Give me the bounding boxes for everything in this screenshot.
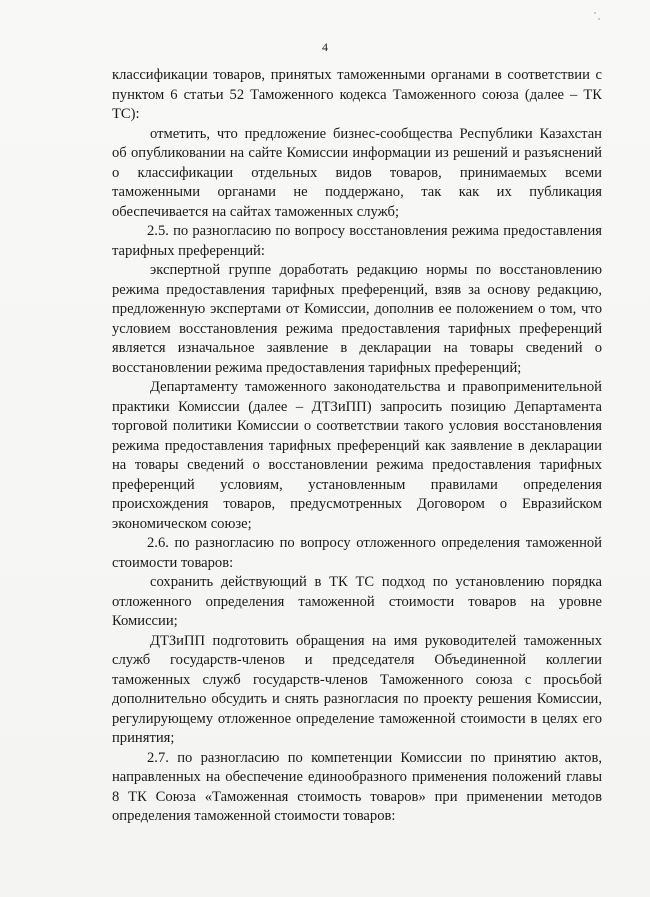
paragraph: ДТЗиПП подготовить обращения на имя руководителей таможенных служб государств-членов и председателя Объединенной коллегии таможенных служб государств-членов Таможенного союза с просьбой дополнительно обсудить и снять разногласия по проекту решения Комиссии, регулирующему отложенное определение таможенной стоимости в целях его принятия; (112, 632, 602, 746)
paragraph: Департаменту таможенного законодательства и правоприменительной практики Комиссии (далее – ДТЗиПП) запросить позицию Департамента торговой политики Комиссии о соответствии такого условия восстановления режима предоставления тарифных преференций как заявление в декларации на товары сведений о восстановлении режима предоставления тарифных преференций условиям, установленным правилами определения происхождения товаров, предусмотренных Договором о Евразийском экономическом союзе; (112, 379, 602, 532)
paragraph: 2.6. по разногласию по вопросу отложенного определения таможенной стоимости товаров: (112, 535, 602, 571)
paragraph: классификации товаров, принятых таможенными органами в соответствии с пунктом 6 статьи 52 Таможенного кодекса Таможенного союза (далее – ТК ТС): (112, 67, 602, 122)
paragraph: 2.7. по разногласию по компетенции Комиссии по принятию актов, направленных на обеспечение единообразного применения положений главы 8 ТК Союза «Таможенная стоимость товаров» при применении методов определения таможенной стоимости товаров: (112, 749, 602, 824)
scan-speck (598, 18, 600, 20)
scan-speck (594, 12, 596, 14)
paragraph: сохранить действующий в ТК ТС подход по установлению порядка отложенного определения таможенной стоимости товаров на уровне Комиссии; (112, 574, 602, 629)
paragraph: 2.5. по разногласию по вопросу восстановления режима предоставления тарифных преференций: (112, 223, 602, 259)
paragraph: отметить, что предложение бизнес-сообщества Республики Казахстан об опубликовании на сайте Комиссии информации из решений и разъяснений о классификации отдельных видов товаров, принимаемых всеми таможенными органами не поддержано, так как их публикация обеспечивается на сайтах таможенных служб; (112, 125, 602, 220)
paragraph: экспертной группе доработать редакцию нормы по восстановлению режима предоставления тарифных преференций, взяв за основу редакцию, предложенную экспертами от Комиссии, дополнив ее положением о том, что условием восстановления режима предоставления тарифных преференций является изначальное заявление в декларации на товары сведений о восстановлении режима предоставления тарифных преференций; (112, 262, 602, 376)
document-body (112, 66, 602, 827)
page-number: 4 (322, 40, 328, 54)
